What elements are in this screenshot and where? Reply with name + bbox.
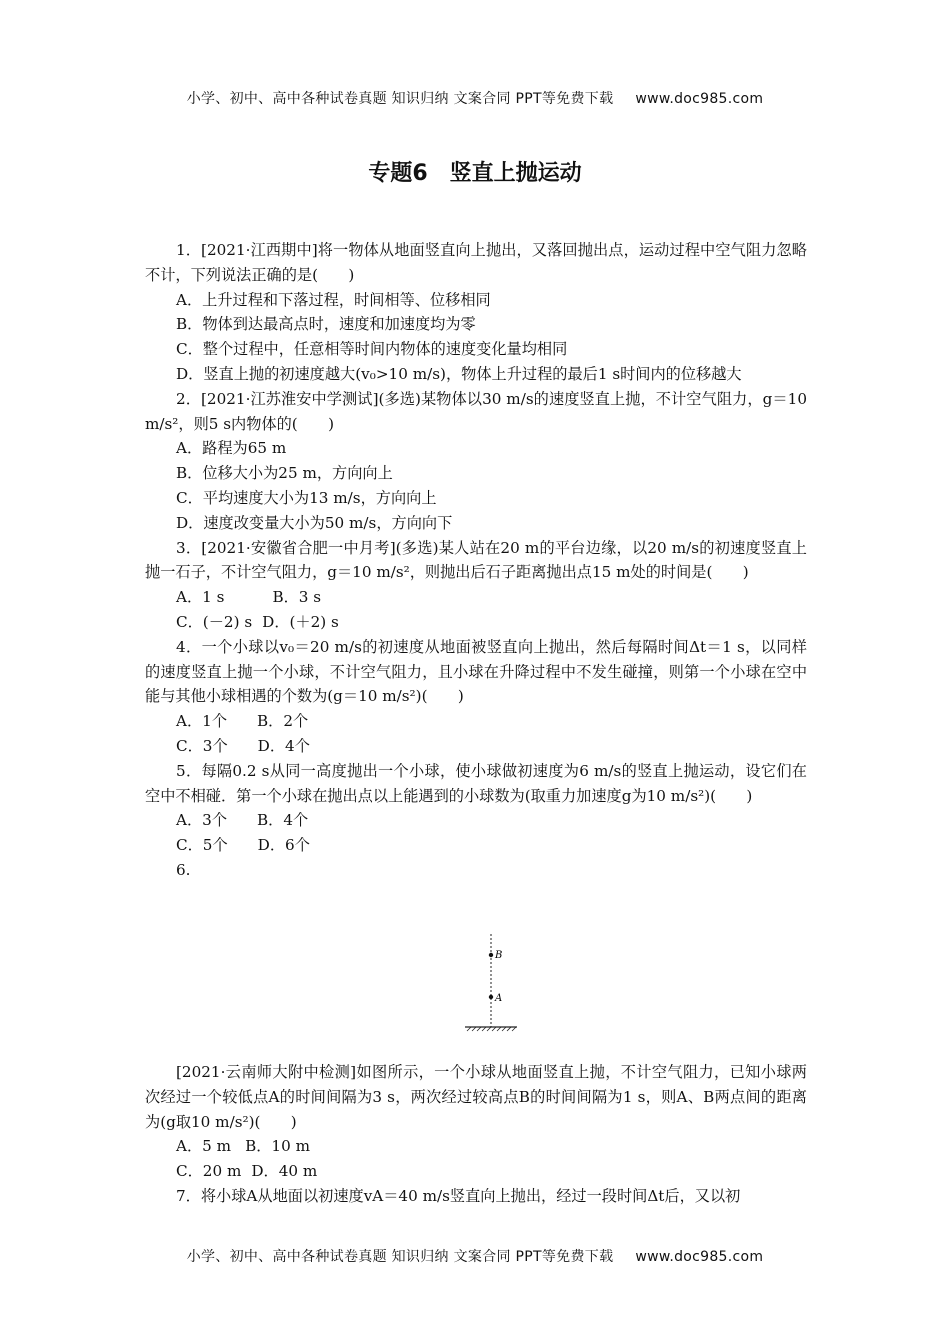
q1-option-d: D．竖直上抛的初速度越大(v₀>10 m/s)，物体上升过程的最后1 s时间内的位移越大: [176, 364, 742, 383]
q4-option-c: C．3个: [176, 736, 228, 755]
questions-block-2: [145, 1060, 807, 1209]
q6-option-b: B．10 m: [245, 1137, 310, 1156]
q3-options-ab: [145, 585, 807, 610]
q5-option-c: C．5个: [176, 836, 228, 855]
q4-options-cd: [145, 734, 807, 759]
q4-option-d: D．4个: [257, 736, 310, 755]
vertical-throw-figure: [455, 932, 535, 1037]
q2-option-d: D．速度改变量大小为50 m/s，方向向下: [176, 513, 453, 532]
q5-option-b: B．4个: [257, 811, 309, 830]
header-text: 小学、初中、高中各种试卷真题 知识归纳 文案合同 PPT等免费下载: [186, 91, 614, 107]
q1-option-a: A．上升过程和下落过程，时间相等、位移相同: [176, 290, 491, 309]
q4-option-b: B．2个: [257, 712, 309, 731]
title-number: 专题6: [368, 161, 428, 186]
point-b-label: B: [495, 950, 503, 961]
q6-options-cd: [145, 1159, 807, 1184]
question-1: 1．[2021·江西期中]将一物体从地面竖直向上抛出，又落回抛出点，运动过程中空气阻力忽略不计，下列说法正确的是( ): [145, 241, 807, 284]
question-6: [2021·云南师大附中检测]如图所示，一个小球从地面竖直上抛，不计空气阻力，已知小球两次经过一个较低点A的时间间隔为3 s，两次经过较高点B的时间间隔为1 s，则A、B两点间的距离为(g取10 m/s²)( ): [145, 1063, 807, 1131]
question-7: 7．将小球A从地面以初速度vA＝40 m/s竖直向上抛出，经过一段时间Δt后，又以初: [176, 1186, 741, 1205]
q3-options-cd: [145, 610, 807, 635]
point-b-dot: [489, 953, 493, 957]
q6-option-a: A．5 m: [176, 1137, 232, 1156]
point-a-dot: [489, 995, 493, 999]
q6-options-ab: [145, 1134, 807, 1159]
footer-url[interactable]: www.doc985.com: [635, 1249, 764, 1265]
page-header: [0, 88, 950, 108]
question-3: 3．[2021·安徽省合肥一中月考](多选)某人站在20 m的平台边缘，以20 m/s的初速度竖直上抛一石子，不计空气阻力，g＝10 m/s²，则抛出后石子距离抛出点15 m处的时间是( ): [145, 538, 807, 582]
questions-block-1: [145, 238, 807, 883]
q3-option-c: C．(－2) s: [176, 612, 253, 631]
point-a-label: A: [495, 993, 503, 1004]
q5-options-cd: [145, 833, 807, 858]
q4-option-a: A．1个: [176, 712, 228, 731]
question-2: 2．[2021·江苏淮安中学测试](多选)某物体以30 m/s的速度竖直上抛，不计空气阻力，g＝10 m/s²，则5 s内物体的( ): [145, 389, 807, 433]
q5-option-d: D．6个: [257, 836, 310, 855]
question-5: 5．每隔0.2 s从同一高度抛出一个小球，使小球做初速度为6 m/s的竖直上抛运动，设它们在空中不相碰．第一个小球在抛出点以上能遇到的小球数为(取重力加速度g为10 m/s²)( ): [145, 761, 807, 805]
page-title: [0, 156, 950, 187]
q5-options-ab: [145, 808, 807, 833]
q5-option-a: A．3个: [176, 811, 228, 830]
q6-option-d: D．40 m: [251, 1162, 318, 1181]
q3-option-a: A．1 s: [176, 588, 225, 607]
header-url[interactable]: www.doc985.com: [635, 91, 764, 107]
q1-option-c: C．整个过程中，任意相等时间内物体的速度变化量均相同: [176, 340, 568, 359]
q2-option-c: C．平均速度大小为13 m/s，方向向上: [176, 488, 437, 507]
q3-option-d: D．(＋2) s: [262, 612, 339, 631]
q4-options-ab: [145, 709, 807, 734]
question-6-number: 6.: [176, 860, 191, 879]
footer-text: 小学、初中、高中各种试卷真题 知识归纳 文案合同 PPT等免费下载: [186, 1249, 614, 1265]
page-footer: [0, 1246, 950, 1266]
q1-option-b: B．物体到达最高点时，速度和加速度均为零: [176, 315, 476, 334]
q2-option-a: A．路程为65 m: [176, 439, 287, 458]
question-4: 4．一个小球以v₀＝20 m/s的初速度从地面被竖直向上抛出，然后每隔时间Δt＝1 s，以同样的速度竖直上抛一个小球，不计空气阻力，且小球在升降过程中不发生碰撞，则第一个小球在空中能与其他小球相遇的个数为(g＝10 m/s²)( ): [145, 637, 807, 706]
q6-option-c: C．20 m: [176, 1162, 242, 1181]
q3-option-b: B．3 s: [272, 588, 322, 607]
q2-option-b: B．位移大小为25 m，方向向上: [176, 464, 393, 483]
title-text: 竖直上抛运动: [449, 161, 582, 186]
